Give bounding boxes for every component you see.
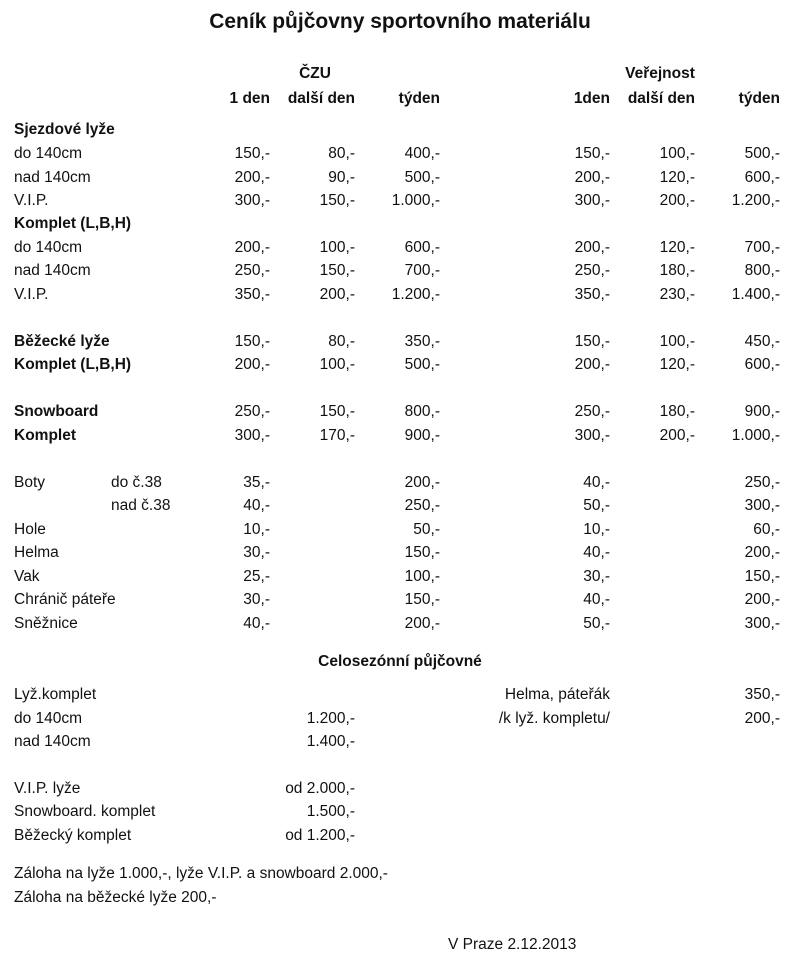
price-cell-public-2: 1.400,-: [731, 286, 780, 303]
season-extra-label: Helma, páteřák: [504, 686, 610, 703]
price-cell-public-1: 230,-: [659, 286, 695, 303]
price-cell-czu-0: 350,-: [234, 286, 270, 303]
price-cell-public-1: 180,-: [659, 262, 695, 279]
price-cell-public-2: 700,-: [744, 239, 780, 256]
group-header-public: Veřejnost: [625, 65, 695, 82]
row-label: Vak: [14, 568, 40, 585]
deposit-note-2: Záloha na běžecké lyže 200,-: [14, 889, 217, 906]
price-cell-czu-2: 50,-: [413, 521, 440, 538]
season-title: Celosezónní půjčovné: [318, 653, 482, 670]
price-cell-czu-0: 25,-: [243, 568, 270, 585]
row-label: Chránič páteře: [14, 591, 116, 608]
price-cell-czu-2: 700,-: [404, 262, 440, 279]
season-item-price: od 1.200,-: [285, 827, 355, 844]
price-cell-public-0: 350,-: [574, 286, 610, 303]
season-item-price: 1.500,-: [306, 803, 355, 820]
price-cell-czu-0: 30,-: [243, 544, 270, 561]
col-header-czu-1day: 1 den: [229, 90, 270, 107]
price-cell-public-0: 150,-: [574, 333, 610, 350]
price-cell-public-1: 120,-: [659, 239, 695, 256]
price-cell-czu-0: 150,-: [234, 333, 270, 350]
price-cell-public-0: 40,-: [583, 591, 610, 608]
price-cell-public-1: 180,-: [659, 403, 695, 420]
price-cell-czu-0: 200,-: [234, 169, 270, 186]
price-cell-public-0: 200,-: [574, 356, 610, 373]
row-label: Boty: [14, 474, 46, 491]
price-cell-public-0: 40,-: [583, 474, 610, 491]
price-cell-czu-1: 200,-: [319, 286, 355, 303]
price-cell-public-2: 600,-: [744, 169, 780, 186]
row-label: Komplet (L,B,H): [14, 356, 132, 373]
price-cell-czu-0: 200,-: [234, 356, 270, 373]
price-cell-public-1: 120,-: [659, 169, 695, 186]
price-cell-public-0: 40,-: [583, 544, 610, 561]
price-cell-czu-2: 150,-: [404, 591, 440, 608]
price-cell-public-2: 1.000,-: [731, 427, 780, 444]
price-cell-czu-2: 800,-: [404, 403, 440, 420]
price-cell-czu-2: 900,-: [404, 427, 440, 444]
price-cell-czu-1: 100,-: [319, 239, 355, 256]
row-label: Helma: [14, 544, 59, 561]
price-cell-czu-2: 350,-: [404, 333, 440, 350]
row-label: Hole: [14, 521, 46, 538]
price-cell-public-1: 100,-: [659, 333, 695, 350]
price-cell-public-0: 200,-: [574, 169, 610, 186]
price-cell-czu-1: 150,-: [319, 403, 355, 420]
price-cell-czu-2: 100,-: [404, 568, 440, 585]
price-cell-public-0: 250,-: [574, 403, 610, 420]
row-label: V.I.P.: [14, 286, 49, 303]
row-label: nad 140cm: [14, 169, 91, 186]
price-cell-czu-0: 40,-: [243, 497, 270, 514]
price-cell-public-0: 250,-: [574, 262, 610, 279]
price-cell-czu-0: 300,-: [234, 192, 270, 209]
season-extra-price: 200,-: [744, 710, 780, 727]
price-cell-czu-1: 150,-: [319, 262, 355, 279]
season-item-label: nad 140cm: [14, 733, 91, 750]
price-cell-public-1: 200,-: [659, 427, 695, 444]
col-header-public-nextday: další den: [627, 90, 695, 107]
row-label: Komplet (L,B,H): [14, 215, 132, 232]
price-cell-public-0: 300,-: [574, 427, 610, 444]
price-cell-public-2: 250,-: [744, 474, 780, 491]
row-sublabel: do č.38: [111, 474, 162, 491]
price-cell-czu-2: 500,-: [404, 356, 440, 373]
price-cell-public-0: 10,-: [583, 521, 610, 538]
row-label: V.I.P.: [14, 192, 49, 209]
price-cell-public-0: 30,-: [583, 568, 610, 585]
row-label: Sjezdové lyže: [14, 121, 115, 138]
price-cell-czu-1: 170,-: [319, 427, 355, 444]
season-item-price: od 2.000,-: [285, 780, 355, 797]
row-label: do 140cm: [14, 145, 83, 162]
price-cell-czu-0: 250,-: [234, 262, 270, 279]
price-cell-public-2: 800,-: [744, 262, 780, 279]
page-title: Ceník půjčovny sportovního materiálu: [209, 10, 591, 33]
price-cell-czu-2: 200,-: [404, 474, 440, 491]
price-cell-public-0: 50,-: [583, 615, 610, 632]
price-cell-czu-0: 40,-: [243, 615, 270, 632]
season-item-label: do 140cm: [14, 710, 83, 727]
price-cell-czu-1: 150,-: [319, 192, 355, 209]
row-label: Sněžnice: [14, 615, 78, 632]
season-extra-price: 350,-: [744, 686, 780, 703]
price-cell-public-2: 200,-: [744, 544, 780, 561]
row-label: nad 140cm: [14, 262, 91, 279]
price-cell-czu-0: 35,-: [243, 474, 270, 491]
row-label: Snowboard: [14, 403, 99, 420]
row-label: Běžecké lyže: [14, 333, 110, 350]
price-cell-czu-2: 500,-: [404, 169, 440, 186]
price-cell-public-0: 300,-: [574, 192, 610, 209]
col-header-public-1day: 1den: [573, 90, 610, 107]
price-cell-czu-0: 10,-: [243, 521, 270, 538]
price-cell-public-2: 200,-: [744, 591, 780, 608]
price-cell-public-2: 300,-: [744, 497, 780, 514]
price-cell-public-2: 500,-: [744, 145, 780, 162]
price-cell-czu-0: 30,-: [243, 591, 270, 608]
price-cell-public-1: 120,-: [659, 356, 695, 373]
row-label: do 140cm: [14, 239, 83, 256]
col-header-public-week: týden: [738, 90, 780, 107]
price-cell-public-2: 300,-: [744, 615, 780, 632]
season-item-price: 1.400,-: [306, 733, 355, 750]
price-cell-public-2: 150,-: [744, 568, 780, 585]
price-cell-public-0: 50,-: [583, 497, 610, 514]
row-label: Komplet: [14, 427, 76, 444]
price-cell-czu-2: 250,-: [404, 497, 440, 514]
price-cell-czu-2: 600,-: [404, 239, 440, 256]
price-cell-public-2: 900,-: [744, 403, 780, 420]
season-item-price: 1.200,-: [306, 710, 355, 727]
price-cell-czu-1: 90,-: [328, 169, 355, 186]
price-cell-public-0: 150,-: [574, 145, 610, 162]
price-cell-public-0: 200,-: [574, 239, 610, 256]
deposit-note-1: Záloha na lyže 1.000,-, lyže V.I.P. a snowboard 2.000,-: [14, 865, 388, 882]
season-item-label: Snowboard. komplet: [14, 803, 156, 820]
price-cell-czu-0: 250,-: [234, 403, 270, 420]
price-cell-czu-0: 150,-: [234, 145, 270, 162]
price-cell-public-2: 60,-: [753, 521, 780, 538]
row-sublabel: nad č.38: [111, 497, 171, 514]
col-header-czu-week: týden: [398, 90, 440, 107]
footer-date: V Praze 2.12.2013: [448, 936, 577, 953]
price-cell-czu-2: 400,-: [404, 145, 440, 162]
season-item-label: Lyž.komplet: [14, 686, 97, 703]
price-cell-czu-1: 80,-: [328, 145, 355, 162]
price-cell-czu-0: 200,-: [234, 239, 270, 256]
season-extra-label: /k lyž. kompletu/: [498, 710, 610, 727]
price-cell-czu-2: 1.000,-: [391, 192, 440, 209]
price-cell-public-2: 1.200,-: [731, 192, 780, 209]
price-cell-czu-0: 300,-: [234, 427, 270, 444]
price-cell-czu-2: 150,-: [404, 544, 440, 561]
season-item-label: V.I.P. lyže: [14, 780, 81, 797]
price-cell-czu-1: 100,-: [319, 356, 355, 373]
price-cell-czu-2: 1.200,-: [391, 286, 440, 303]
col-header-czu-nextday: další den: [287, 90, 355, 107]
price-cell-public-1: 200,-: [659, 192, 695, 209]
price-cell-public-2: 600,-: [744, 356, 780, 373]
price-cell-public-2: 450,-: [744, 333, 780, 350]
group-header-czu: ČZU: [299, 65, 331, 82]
price-cell-public-1: 100,-: [659, 145, 695, 162]
season-item-label: Běžecký komplet: [14, 827, 132, 844]
price-cell-czu-2: 200,-: [404, 615, 440, 632]
price-cell-czu-1: 80,-: [328, 333, 355, 350]
